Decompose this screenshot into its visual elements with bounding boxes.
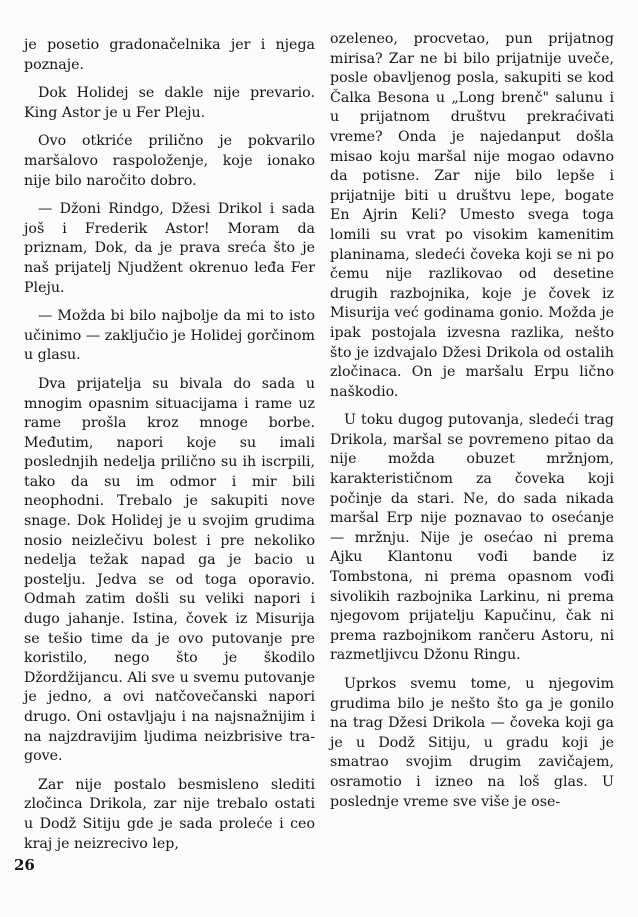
paragraph: Ovo otkriće prilično je pokvarilo maršalovo raspoloženje, koje ionako nije bilo naročito dobro. xyxy=(24,133,315,189)
paragraph: Dva prijatelja su bivala do sada u mnogim opasnim situacijama i rame uz rame prošla kroz mnoge borbe. Međutim, napori koje su imali poslednjih nedelja prilično su ih iscrpili, tako da su im odmor i mir bili neophodni. Trebalo je sakupiti nove snage. Dok Holidej je u svojim grudima nosio neizlečivu bolest i pre nekoliko nedelja težak napad ga je bacio u postelju. Jedva se od toga oporavio. Odmah zatim došli su veliki napori i dugo jahanje. Istina, čovek iz Misurija se tešio time da je ovo putovanje pre koristilo, nego što je škodilo Džordžijancu. Ali sve u svemu putovanje je jedno, a ovi natčovečanski napori drugo. Oni ostavljaju i na najsnažnijim i na najzdravijim ljudima neizbrisive tragove. xyxy=(24,375,315,765)
left-text-column xyxy=(24,36,315,863)
paragraph: je posetio gradonačelnika jer i njega poznaje. xyxy=(24,37,315,73)
paragraph: U toku dugog putovanja, sledeći trag Drikola, maršal se povremeno pitao da nije možda obuzet mržnjom, karakterističnom za čoveka koji počinje da stari. Ne, do sada nikada maršal Erp nije poznavao to osećanje — mržnju. Nije je osećao ni prema Ajku Klantonu vođi bande iz Tombstona, ni prema opasnom vođi sivolikih razbojnika Larkinu, ni prema njegovom prijatelju Kapučinu, čak ni prema razbojnikom rančeru Astoru, ni razmetljivcu Džonu Ringu. xyxy=(330,412,614,664)
paragraph: — Možda bi bilo najbolje da mi to isto učinimo — zaključio je Holidej gorčinom u glasu. xyxy=(24,308,315,364)
paragraph: Zar nije postalo besmisleno slediti zločinca Drikola, zar nije trebalo ostati u Dodž Sitiju gde je sada proleće i ceo kraj je neizrecivo lep, xyxy=(24,776,315,852)
paragraph: ozelenео, procvetao, pun prijatnog mirisa? Zar ne bi bilo prijatnije uveče, posle obavljenog posla, sakupiti se kod Čalka Besona u „Long brenč" salunu i u prijatnom društvu prekraćivati vreme? Onda je najedanput došla misao koju maršal nije mogao odavno da potisne. Zar nije bilo lepše i prijatnije biti u društvu lepe, bogate En Ajrin Keli? Umesto svega toga lomili su vrat po visokim kamenitim planinama, sledeći čoveka koji se ni po čemu nije razlikovao od desetine drugih razbojnika, koje je čovek iz Misurija već godinama gonio. Možda je ipak postojala izvesna razlika, nešto što je izdvajalo Džesi Drikola od ostalih zločinaca. On je maršalu Erpu lično naškodio. xyxy=(330,31,614,400)
paragraph: Dok Holidej se dakle nije prevario. King Astor je u Fer Pleju. xyxy=(24,85,315,121)
right-text-column xyxy=(330,30,614,821)
paragraph: — Džoni Rindgo, Džesi Drikol i sada još i Frederik Astor! Moram da priznam, Dok, da je prava sreća što je naš prijatelj Njudžent okrenuo leđa Fer Pleju. xyxy=(24,201,315,296)
paragraph: Uprkos svemu tome, u njegovim grudima bilo je nešto što ga je gonilo na trag Džesi Drikola — čoveka koji ga je u Dodž Sitiju, u gradu koji je smatrao svojim drugim zavičajem, osramotio i izneo na loš glas. U poslednje vreme sve više je ose- xyxy=(330,676,614,810)
page-number: 26 xyxy=(14,856,35,874)
